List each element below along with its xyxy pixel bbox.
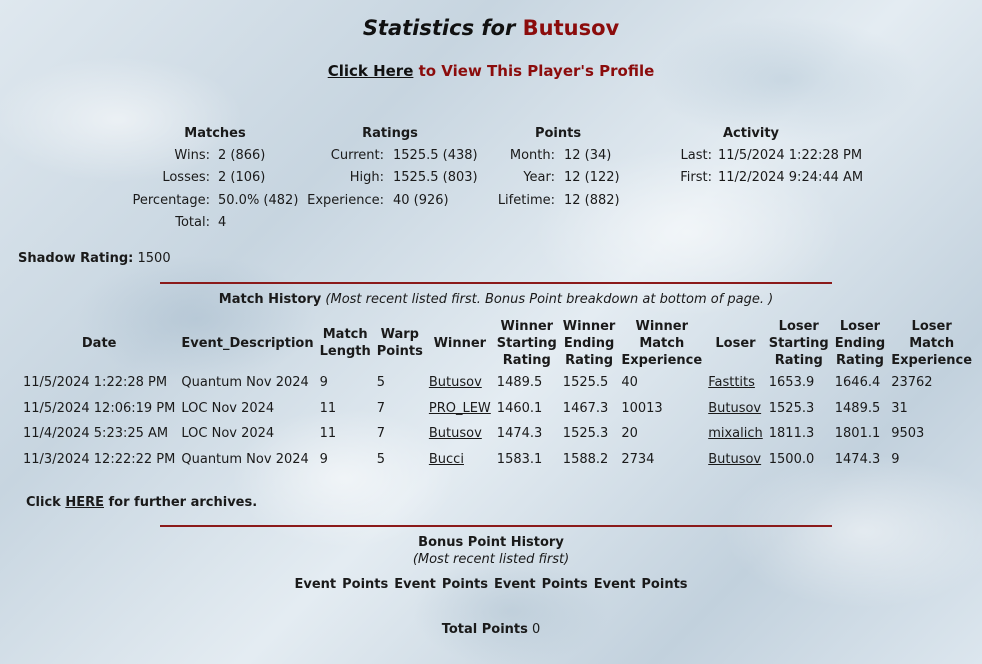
bonus-point-header: Event <box>394 577 436 592</box>
cell-value: 31 <box>891 400 908 416</box>
ratings-heading: Ratings <box>362 126 418 141</box>
table-body <box>20 370 975 472</box>
total-points-value: 0 <box>532 622 541 637</box>
table-cell <box>494 396 560 422</box>
table-cell <box>20 396 178 422</box>
cell-value: 1525.3 <box>562 426 609 442</box>
column-header <box>888 316 975 370</box>
points-label: Month: <box>509 148 555 163</box>
cell-value: 23762 <box>891 375 933 391</box>
points-heading: Points <box>534 126 582 141</box>
cell-value: 1489.5 <box>496 375 543 391</box>
table-cell <box>374 370 426 396</box>
column-header-text: Rating <box>502 352 551 368</box>
ratings-value: 1525.5 (438) <box>393 148 478 163</box>
cell-value: Quantum Nov 2024 <box>181 375 309 391</box>
table-cell <box>705 370 766 396</box>
column-header-text: Experience <box>891 352 973 368</box>
matches-label: Wins: <box>174 148 210 163</box>
cell-value: 1467.3 <box>562 400 609 416</box>
cell-value: 1474.3 <box>496 426 543 442</box>
player-link[interactable]: Bucci <box>428 451 464 467</box>
player-name: Butusov <box>522 16 620 40</box>
points-label: Lifetime: <box>497 192 555 208</box>
ratings-label: Current: <box>330 148 384 163</box>
cell-value: 1474.3 <box>834 451 881 467</box>
total-points <box>0 622 982 637</box>
column-header <box>426 316 494 370</box>
column-header-text: Ending <box>563 335 615 351</box>
cell-value: 11 <box>319 400 337 416</box>
profile-line <box>0 62 982 80</box>
cell-value: 11/4/2024 5:23:25 AM <box>23 426 169 442</box>
bonus-point-header: Points <box>342 577 389 592</box>
matches-label: Losses: <box>162 170 210 186</box>
bonus-point-header: Points <box>641 577 688 592</box>
profile-link[interactable]: Click Here <box>327 62 414 80</box>
column-header-text: Winner <box>500 318 554 334</box>
table-cell <box>178 447 316 473</box>
table-cell <box>374 396 426 422</box>
column-header <box>20 316 178 370</box>
activity-heading: Activity <box>722 126 780 141</box>
table-cell <box>20 370 178 396</box>
points-value: 12 (122) <box>564 170 620 186</box>
cell-value: 1500.0 <box>768 451 815 467</box>
ratings-value: 40 (926) <box>393 192 449 208</box>
column-header <box>618 316 705 370</box>
table-cell <box>705 421 766 447</box>
table-cell <box>317 370 374 396</box>
table-cell <box>888 396 975 422</box>
column-header-text: Winner <box>635 318 689 334</box>
table-cell <box>178 396 316 422</box>
profile-text: to View This Player's Profile <box>413 62 655 80</box>
table-cell <box>766 421 832 447</box>
matches-value: 2 (866) <box>218 148 266 163</box>
table-cell <box>178 421 316 447</box>
column-header-text: Loser <box>778 318 819 334</box>
cell-value: 1646.4 <box>834 375 881 391</box>
cell-value: 9 <box>319 375 328 391</box>
points-value: 12 (34) <box>564 148 612 163</box>
table-cell <box>705 396 766 422</box>
table-row <box>20 421 975 447</box>
column-header <box>178 316 316 370</box>
cell-value: 1525.5 <box>562 375 609 391</box>
archive-suffix: for further archives. <box>104 495 258 510</box>
table-cell <box>494 421 560 447</box>
cell-value: 7 <box>376 400 386 416</box>
column-header-text: Winner <box>433 335 487 351</box>
table-cell <box>888 421 975 447</box>
activity-label: First: <box>680 170 712 186</box>
table-cell <box>560 421 619 447</box>
table-cell <box>317 396 374 422</box>
matches-value: 50.0% (482) <box>218 192 299 208</box>
cell-value: 9 <box>319 451 328 467</box>
cell-value: Quantum Nov 2024 <box>181 451 309 467</box>
column-header-text: Rating <box>835 352 884 368</box>
match-history-note: (Most recent listed first. Bonus Point breakdown at bottom of page. ) <box>325 292 774 307</box>
table-cell <box>426 447 494 473</box>
cell-value: 7 <box>376 426 386 442</box>
table-row <box>20 396 975 422</box>
ratings-value: 1525.5 (803) <box>393 170 478 186</box>
cell-value: 5 <box>376 375 386 391</box>
matches-label: Percentage: <box>132 192 210 208</box>
match-history-table <box>20 316 975 472</box>
player-link[interactable]: Butusov <box>708 451 762 467</box>
shadow-rating-value: 1500 <box>137 251 171 266</box>
player-link[interactable]: mixalich <box>708 426 763 442</box>
bonus-point-header: Points <box>541 577 588 592</box>
cell-value: 2734 <box>621 451 655 467</box>
table-header-row <box>20 316 975 370</box>
cell-value: 1583.1 <box>496 451 543 467</box>
points-label: Year: <box>523 170 555 186</box>
cell-value: 9 <box>891 451 900 467</box>
column-header-text: Loser <box>839 318 881 334</box>
table-cell <box>178 370 316 396</box>
divider <box>160 525 832 527</box>
match-history-caption <box>160 292 832 307</box>
cell-value: 1801.1 <box>834 426 881 442</box>
column-header <box>560 316 619 370</box>
table-cell <box>560 396 619 422</box>
player-link[interactable]: PRO_LEW <box>428 400 491 416</box>
table-cell <box>618 396 705 422</box>
table-cell <box>832 447 888 473</box>
bonus-point-header: Event <box>494 577 536 592</box>
table-cell <box>832 421 888 447</box>
table-cell <box>560 447 619 473</box>
cell-value: 1460.1 <box>496 400 543 416</box>
cell-value: 1525.3 <box>768 400 815 416</box>
table-row <box>20 447 975 473</box>
table-cell <box>618 370 705 396</box>
column-header-text: Match <box>639 335 685 351</box>
table-cell <box>426 396 494 422</box>
column-header-text: Rating <box>565 352 614 368</box>
cell-value: 1653.9 <box>768 375 815 391</box>
table-cell <box>618 421 705 447</box>
page-title <box>0 16 982 40</box>
table-cell <box>374 447 426 473</box>
cell-value: 11 <box>319 426 337 442</box>
cell-value: 9503 <box>891 426 925 442</box>
table-cell <box>374 421 426 447</box>
column-header-text: Points <box>376 344 423 359</box>
cell-value: 11/5/2024 12:06:19 PM <box>23 400 176 416</box>
match-history-title: Match History <box>218 292 322 307</box>
column-header-text: Loser <box>911 318 952 334</box>
archive-line <box>26 495 257 510</box>
ratings-label: High: <box>349 170 384 186</box>
player-link[interactable]: Fasttits <box>708 375 755 391</box>
matches-heading: Matches <box>184 126 246 141</box>
bonus-point-header: Event <box>294 577 337 592</box>
table-cell <box>766 396 832 422</box>
player-link[interactable]: Butusov <box>428 426 482 442</box>
table-cell <box>426 421 494 447</box>
cell-value: LOC Nov 2024 <box>181 400 275 416</box>
matches-value: 4 <box>218 214 227 230</box>
total-points-label: Total Points <box>441 622 528 637</box>
title-lead: Statistics for <box>362 16 516 40</box>
points-value: 12 (882) <box>564 192 620 208</box>
bonus-point-title: Bonus Point History <box>418 535 564 550</box>
bonus-point-header: Points <box>441 577 488 592</box>
archive-prefix: Click <box>26 495 66 510</box>
activity-value: 11/2/2024 9:24:44 AM <box>718 170 864 186</box>
archive-link[interactable]: HERE <box>65 495 104 510</box>
table-cell <box>426 370 494 396</box>
column-header-text: Match <box>909 335 955 351</box>
cell-value: 11/3/2024 12:22:22 PM <box>23 451 176 467</box>
table-cell <box>494 447 560 473</box>
cell-value: 1489.5 <box>834 400 881 416</box>
column-header-text: Starting <box>496 335 557 351</box>
column-header-text: Date <box>81 335 117 351</box>
cell-value: LOC Nov 2024 <box>181 426 275 442</box>
column-header <box>317 316 374 370</box>
column-header <box>374 316 426 370</box>
table-cell <box>20 447 178 473</box>
column-header-text: Experience <box>621 352 703 368</box>
table-cell <box>705 447 766 473</box>
column-header-text: Match <box>322 327 368 342</box>
table-cell <box>317 447 374 473</box>
column-header-text: Starting <box>768 335 829 351</box>
table-cell <box>494 370 560 396</box>
column-header-text: Warp <box>380 327 419 342</box>
matches-value: 2 (106) <box>218 170 266 186</box>
cell-value: 40 <box>621 375 638 391</box>
column-header-text: Event_Description <box>181 335 314 351</box>
table-cell <box>20 421 178 447</box>
table-cell <box>766 447 832 473</box>
column-header <box>494 316 560 370</box>
cell-value: 11/5/2024 1:22:28 PM <box>23 375 168 391</box>
column-header-text: Winner <box>562 318 616 334</box>
table-cell <box>888 370 975 396</box>
column-header-text: Rating <box>774 352 823 368</box>
table-cell <box>766 370 832 396</box>
table-cell <box>560 370 619 396</box>
bonus-point-subtitle: (Most recent listed first) <box>412 552 570 567</box>
bonus-point-header-row <box>0 577 982 592</box>
column-header <box>766 316 832 370</box>
bonus-point-header: Event <box>593 577 636 592</box>
cell-value: 5 <box>376 451 386 467</box>
column-header-text: Length <box>319 344 371 359</box>
table-cell <box>317 421 374 447</box>
column-header-text: Loser <box>715 335 756 351</box>
table-cell <box>618 447 705 473</box>
shadow-rating-label: Shadow Rating: <box>18 251 134 266</box>
matches-label: Total: <box>175 214 210 230</box>
cell-value: 20 <box>621 426 638 442</box>
column-header <box>705 316 766 370</box>
shadow-rating <box>18 251 171 266</box>
column-header-text: Ending <box>834 335 886 351</box>
table-cell <box>888 447 975 473</box>
table-row <box>20 370 975 396</box>
cell-value: 1588.2 <box>562 451 609 467</box>
table-cell <box>832 370 888 396</box>
ratings-label: Experience: <box>307 192 384 208</box>
table-cell <box>832 396 888 422</box>
divider <box>160 282 832 284</box>
column-header <box>832 316 888 370</box>
player-link[interactable]: Butusov <box>708 400 762 416</box>
cell-value: 1811.3 <box>768 426 815 442</box>
activity-value: 11/5/2024 1:22:28 PM <box>718 148 863 163</box>
activity-label: Last: <box>680 148 712 163</box>
player-link[interactable]: Butusov <box>428 375 482 391</box>
cell-value: 10013 <box>621 400 663 416</box>
